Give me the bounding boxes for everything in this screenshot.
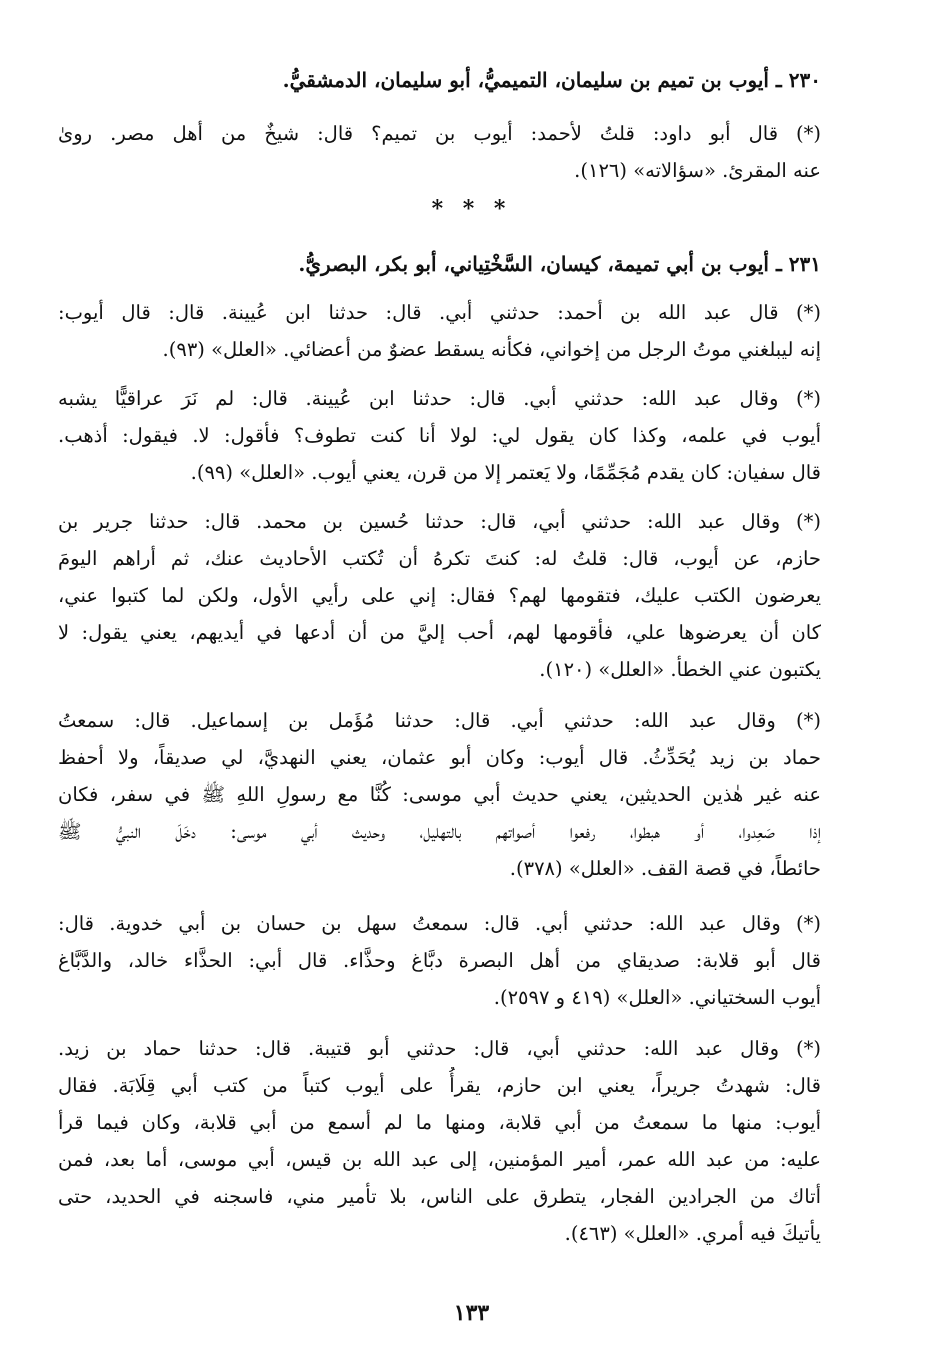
text-line: إنه ليبلغني موتُ الرجل من إخواني، فكأنه يسقط عضوٌ من أعضائي. «العلل» (٩٣).	[162, 338, 821, 361]
text-line: عليه: من عبد الله عمر، أمير المؤمنين، إلى عبد الله بن قيس، أبي موسى، أما بعد، فمن	[58, 1148, 821, 1171]
text-line: حماد بن زيد يُحَدِّثُ. قال أيوب: وكان أبو عثمان، يعني النهديَّ، لي صديقاً، ولا أحفظ	[58, 746, 821, 769]
page-number: ١٣٣	[453, 1300, 490, 1326]
text-line: إذا صَعِدوا، أو هبطوا، رفعوا أصواتهم بالتهليل، وحديث أبي موسى: دخَلَ النبيُّ ﷺ	[58, 820, 821, 843]
entry-heading: ٢٣٠ ـ أيوب بن تميم بن سليمان، التميميُّ، أبو سليمان، الدمشقيُّ.	[282, 68, 821, 92]
text-line: حائطاً، في قصة القف. «العلل» (٣٧٨).	[509, 857, 821, 880]
text-line: (*) وقال عبد الله: حدثني أبي. قال: حدثنا مُؤَمل بن إسماعيل. قال: سمعتُ	[58, 709, 821, 732]
entry-230	[58, 62, 821, 99]
text-line: يأتيكَ فيه أمري. «العلل» (٤٦٣).	[564, 1222, 821, 1245]
text-line: يكتبون عني الخطأ. «العلل» (١٢٠).	[539, 658, 821, 681]
text-line: (*) وقال عبد الله: حدثني أبي. قال: حدثنا ابن عُيينة. قال: لم نَرَ عراقيًّا يشبه	[58, 387, 821, 410]
text-line: قال سفيان: كان يقدم مُجَمِّمًا، ولا يَعتمر إلا من قرن، يعني أيوب. «العلل» (٩٩).	[190, 461, 821, 484]
text-line: أيوب السختياني. «العلل» (٤١٩ و ٢٥٩٧).	[493, 986, 821, 1009]
paragraph	[58, 380, 821, 491]
text-line: قال أبو قلابة: صديقاي من أهل البصرة دبَّاغ وحذَّاء. قال أبي: الحذَّاء خالد، والدَّبَّاغ	[58, 949, 821, 972]
text-line: عنه غير هٰذين الحديثين، يعني حديث أبي موسى: كُنَّا مع رسولِ اللهِ ﷺ في سفر، فكان	[58, 783, 821, 806]
paragraph	[58, 115, 821, 189]
text-line: عنه المقرئ. «سؤالاته» (١٢٦).	[574, 159, 821, 182]
text-line: يعرضون الكتب عليك، فتقومها لهم؟ فقال: إني على رأيي الأول، ولكن لما كتبوا عني،	[58, 584, 821, 607]
paragraph	[58, 702, 821, 887]
text-line: أيوب: منها ما سمعتُ من أبي قلابة، ومنها ما لم أسمع من أبي قلابة، وكان فيما قرأ	[58, 1111, 821, 1134]
text-line: (*) قال عبد الله بن أحمد: حدثني أبي. قال: حدثنا ابن عُيينة. قال: قال أيوب:	[58, 301, 821, 324]
text-line: (*) قال أبو داود: قلتُ لأحمد: أيوب بن تميم؟ قال: شيخٌ من أهل مصر. روىٰ	[58, 122, 821, 145]
paragraph	[58, 905, 821, 1016]
entry-231	[58, 246, 821, 283]
text-line: (*) وقال عبد الله: حدثني أبي. قال: سمعتُ سهل بن حسان بن أبي خدوية. قال:	[58, 912, 821, 935]
text-line: (*) وقال عبد الله: حدثني أبي، قال: حدثنا حُسين بن محمد. قال: حدثنا جرير بن	[58, 510, 821, 533]
text-line: حازم، عن أيوب، قال: قلتُ له: كنتَ تكرهُ أن تُكتب الأحاديث عنك، ثم أراهم اليومَ	[58, 547, 821, 570]
paragraph	[58, 294, 821, 368]
paragraph	[58, 503, 821, 688]
entry-heading: ٢٣١ ـ أيوب بن أبي تميمة، كيسان، السَّخْتِياني، أبو بكر، البصريُّ.	[298, 252, 821, 276]
paragraph	[58, 1030, 821, 1252]
text-line: قال: شهدتُ جريراً، يعني ابن حازم، يقرأُ على أيوب كتباً من كتب أبي قِلَابَة. فقال	[58, 1074, 821, 1097]
section-separator: * * *	[431, 196, 512, 222]
text-line: أتاك من الجرادين الفجار، يتطرق على الناس، بلا تأمير مني، فاسجنه في الحديد، حتى	[58, 1185, 821, 1208]
text-line: (*) وقال عبد الله: حدثني أبي، قال: حدثني أبو قتيبة. قال: حدثنا حماد بن زيد.	[58, 1037, 821, 1060]
text-line: كان أن يعرضوها علي، فأقومها لهم، أحب إليَّ من أن أدعها في أيديهم، يعني يقول: لا	[58, 621, 821, 644]
text-line: أيوب في علمه، وكذا كان يقول لي: لولا أنا كنت تطوف؟ فأقول: لا. فيقول: أذهب.	[58, 424, 821, 447]
